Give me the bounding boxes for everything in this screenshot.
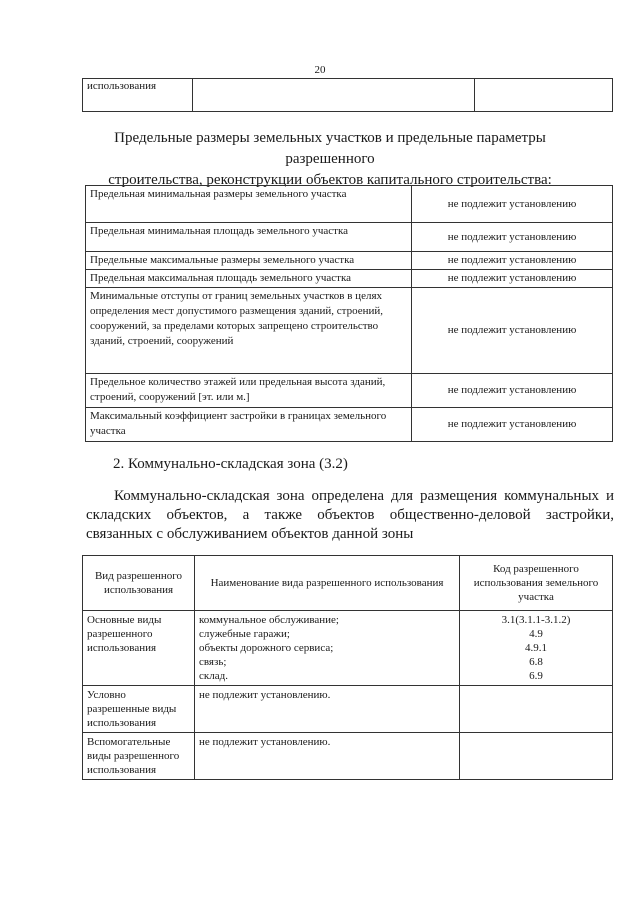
limit-row [86,374,613,408]
previous-table-fragment [82,78,613,112]
limit-row [86,252,613,270]
use-name: не подлежит установлению. [199,736,331,748]
uses-kind: Условно разрешенные виды использования [83,686,195,733]
use-name: объекты дорожного сервиса; [199,642,334,654]
use-code: 3.1(3.1.1-3.1.2) [501,614,571,626]
use-name: коммунальное обслуживание; [199,614,339,626]
use-name: служебные гаражи; [199,628,290,640]
use-code: 6.8 [529,656,543,668]
use-code: 4.9.1 [525,642,547,654]
uses-header-row [83,556,613,611]
limits-heading-line-1: Предельные размеры земельных участков и предельные параметры разрешенного [114,130,546,167]
header-code: Код разрешенного использования земельного участка [460,556,613,611]
section-title: 2. Коммунально-складская зона (3.2) [113,456,348,472]
use-code: 4.9 [529,628,543,640]
uses-names [195,611,460,686]
use-name: не подлежит установлению. [199,689,331,701]
limit-value: не подлежит установлению [412,288,613,374]
limit-value: не подлежит установлению [412,374,613,408]
uses-row-main [83,611,613,686]
limit-param: Предельное количество этажей или предельная высота зданий, строений, сооружений [эт. или м.] [86,374,412,408]
limit-param: Максимальный коэффициент застройки в границах земельного участка [86,408,412,442]
uses-codes [460,686,613,733]
uses-codes [460,733,613,780]
permitted-uses-table [82,555,613,780]
limit-row [86,288,613,374]
uses-codes [460,611,613,686]
limit-row [86,186,613,223]
uses-row-conditional [83,686,613,733]
header-name: Наименование вида разрешенного использования [195,556,460,611]
limits-table [85,185,613,442]
limits-heading [70,128,590,191]
use-code: 6.9 [529,670,543,682]
limit-param: Предельная минимальная площадь земельного участка [86,223,412,252]
uses-kind: Основные виды разрешенного использования [83,611,195,686]
limit-value: не подлежит установлению [412,270,613,288]
limit-row [86,270,613,288]
fragment-cell-kind: использования [83,79,193,112]
page-number: 20 [314,64,326,76]
uses-names [195,733,460,780]
fragment-cell-name [193,79,475,112]
header-kind: Вид разрешенного использования [83,556,195,611]
uses-row-auxiliary [83,733,613,780]
uses-names [195,686,460,733]
limit-value: не подлежит установлению [412,252,613,270]
use-name: склад. [199,670,228,682]
zone-description [86,487,614,544]
limit-param: Минимальные отступы от границ земельных участков в целях определения мест допустимого размещения зданий, строений, сооружений, за пределами которых запрещено строительство зданий, строений, сооружений [86,288,412,374]
use-name: связь; [199,656,227,668]
limit-row [86,223,613,252]
limit-value: не подлежит установлению [412,186,613,223]
limits-heading-line-2: строительства, реконструкции объектов капитального строительства: [108,172,552,188]
limit-param: Предельная максимальная площадь земельного участка [86,270,412,288]
limit-value: не подлежит установлению [412,408,613,442]
limit-param: Предельная минимальная размеры земельного участка [86,186,412,223]
zone-description-text: Коммунально-складская зона определена для размещения коммунальных и складских объектов, а также объектов общественно-деловой застройки, связанных с обслуживанием объектов данной зоны [86,488,614,542]
fragment-cell-code [475,79,613,112]
limit-param: Предельные максимальные размеры земельного участка [86,252,412,270]
limit-value: не подлежит установлению [412,223,613,252]
uses-kind: Вспомогательные виды разрешенного использования [83,733,195,780]
limit-row [86,408,613,442]
